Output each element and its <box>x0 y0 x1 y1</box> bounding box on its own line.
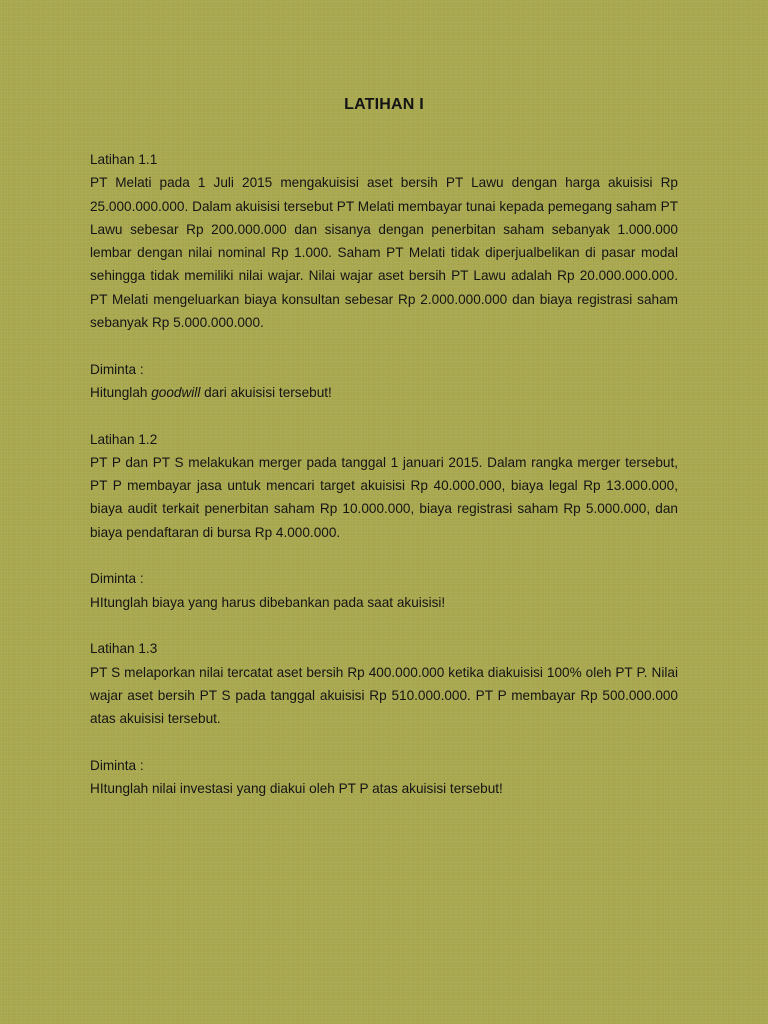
section-latihan-1-2 <box>90 428 678 614</box>
spacer <box>90 614 678 637</box>
section-heading: Latihan 1.1 <box>90 152 158 167</box>
section-question <box>90 381 678 404</box>
section-body: PT Melati pada 1 Juli 2015 mengakuisisi aset bersih PT Lawu dengan harga akuisisi Rp 25.000.000.000. Dalam akuisisi tersebut PT Melati membayar tunai kepada pemegang saham PT Lawu sebesar Rp 200.000.000 dan sisanya dengan penerbitan saham sebanyak 1.000.000 lembar dengan nilai nominal Rp 1.000. Saham PT Melati tidak diperjualbelikan di pasar modal sehingga tidak memiliki nilai wajar. Nilai wajar aset bersih PT Lawu adalah Rp 20.000.000.000. PT Melati mengeluarkan biaya konsultan sebesar Rp 2.000.000.000 dan biaya registrasi saham sebanyak Rp 5.000.000.000. <box>90 175 678 331</box>
section-question: HItunglah biaya yang harus dibebankan pada saat akuisisi! <box>90 594 446 610</box>
spacer <box>90 334 678 357</box>
document-content <box>90 148 678 800</box>
diminta-label: Diminta : <box>90 571 144 587</box>
diminta-label: Diminta : <box>90 361 144 377</box>
question-text-end: dari akuisisi tersebut! <box>200 384 332 400</box>
section-question: HItunglah nilai investasi yang diakui oleh PT P atas akuisisi tersebut! <box>90 781 503 797</box>
question-text-start: Hitunglah <box>90 384 152 400</box>
section-latihan-1-1 <box>90 148 678 404</box>
section-body: PT P dan PT S melakukan merger pada tanggal 1 januari 2015. Dalam rangka merger tersebut, PT P membayar jasa untuk mencari target akuisisi Rp 40.000.000, biaya legal Rp 13.000.000, biaya audit terkait penerbitan saham Rp 10.000.000, biaya registrasi saham Rp 5.000.000, dan biaya pendaftaran di bursa Rp 4.000.000. <box>90 454 678 540</box>
spacer <box>90 544 678 567</box>
section-heading: Latihan 1.2 <box>90 431 158 447</box>
document-title: LATIHAN I <box>344 96 424 113</box>
section-heading: Latihan 1.3 <box>90 641 158 657</box>
diminta-label: Diminta : <box>90 757 144 773</box>
question-emphasis: goodwill <box>151 384 201 400</box>
spacer <box>90 404 678 427</box>
spacer <box>90 730 678 753</box>
section-latihan-1-3 <box>90 637 678 800</box>
section-body: PT S melaporkan nilai tercatat aset bersih Rp 400.000.000 ketika diakuisisi 100% oleh PT P. Nilai wajar aset bersih PT S pada tanggal akuisisi Rp 510.000.000. PT P membayar Rp 500.000.000 atas akuisisi tersebut. <box>90 664 678 727</box>
